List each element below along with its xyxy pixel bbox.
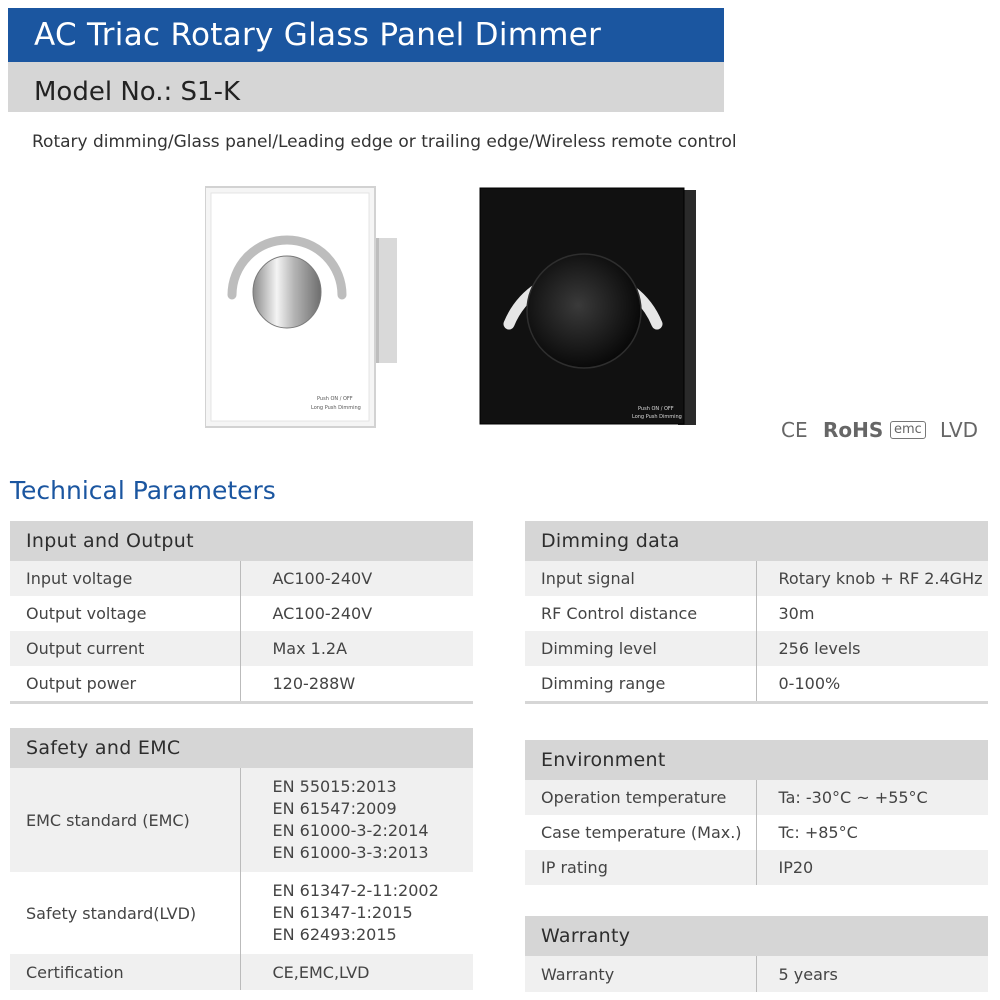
param-label: Dimming level [525, 631, 756, 666]
param-value: Max 1.2A [240, 631, 473, 666]
emc-standard-item: EN 61000-3-2:2014 [272, 821, 429, 840]
section-header: Safety and EMC [10, 728, 473, 768]
white-panel-image [205, 183, 405, 433]
safety-emc-section [10, 728, 473, 990]
param-label: Safety standard(LVD) [10, 872, 240, 954]
table-row [10, 561, 473, 596]
param-value: Tc: +85°C [756, 815, 988, 850]
white-panel-label-1: Push ON / OFF [317, 396, 353, 402]
table-row [525, 631, 988, 666]
environment-section [525, 740, 988, 885]
table-row [10, 872, 473, 954]
warranty-section [525, 916, 988, 992]
param-label: EMC standard (EMC) [10, 768, 240, 872]
lvd-standard-item: EN 61347-2-11:2002 [272, 881, 439, 900]
model-number: Model No.: S1-K [8, 62, 724, 112]
param-value: CE,EMC,LVD [240, 954, 473, 990]
table-row [10, 768, 473, 872]
param-label: Output power [10, 666, 240, 701]
input-output-section [10, 521, 473, 704]
black-panel-image [478, 186, 703, 431]
param-value [240, 768, 473, 872]
param-label: Case temperature (Max.) [525, 815, 756, 850]
lvd-mark-icon: LVD [940, 418, 979, 442]
table-row [10, 666, 473, 701]
section-header: Dimming data [525, 521, 988, 561]
param-label: Certification [10, 954, 240, 990]
param-label: Dimming range [525, 666, 756, 701]
table-row [525, 780, 988, 815]
section-header: Input and Output [10, 521, 473, 561]
param-value: Rotary knob + RF 2.4GHz [756, 561, 988, 596]
param-value: 30m [756, 596, 988, 631]
black-panel-label-2: Long Push Dimming [632, 414, 682, 420]
param-label: Input voltage [10, 561, 240, 596]
dimming-data-section [525, 521, 988, 704]
black-panel-label-1: Push ON / OFF [638, 406, 674, 412]
product-title: AC Triac Rotary Glass Panel Dimmer [8, 8, 724, 62]
param-value: 256 levels [756, 631, 988, 666]
table-row [525, 561, 988, 596]
param-value [240, 872, 473, 954]
lvd-standard-item: EN 62493:2015 [272, 925, 397, 944]
param-label: Input signal [525, 561, 756, 596]
table-row [525, 666, 988, 701]
table-row [10, 631, 473, 666]
rohs-mark-icon: RoHS [823, 418, 884, 442]
emc-standard-item: EN 61547:2009 [272, 799, 397, 818]
table-row [10, 954, 473, 990]
table-row [525, 850, 988, 885]
white-panel-label-2: Long Push Dimming [311, 405, 361, 411]
param-value: AC100-240V [240, 596, 473, 631]
param-label: Operation temperature [525, 780, 756, 815]
lvd-standard-item: EN 61347-1:2015 [272, 903, 413, 922]
section-divider [525, 701, 988, 704]
table-row [10, 596, 473, 631]
feature-list: Rotary dimming/Glass panel/Leading edge or trailing edge/Wireless remote control [32, 132, 737, 152]
param-label: IP rating [525, 850, 756, 885]
emc-standard-item: EN 55015:2013 [272, 777, 397, 796]
param-value: 120-288W [240, 666, 473, 701]
param-label: Output voltage [10, 596, 240, 631]
section-divider [10, 701, 473, 704]
param-value: 5 years [756, 956, 988, 992]
ce-mark-icon: CE [781, 418, 808, 442]
param-value: Ta: -30°C ~ +55°C [756, 780, 988, 815]
param-value: AC100-240V [240, 561, 473, 596]
table-row [525, 956, 988, 992]
emc-standard-item: EN 61000-3-3:2013 [272, 843, 429, 862]
table-row [525, 596, 988, 631]
param-label: RF Control distance [525, 596, 756, 631]
table-row [525, 815, 988, 850]
emc-mark-icon: emc [890, 421, 926, 439]
section-header: Environment [525, 740, 988, 780]
param-label: Warranty [525, 956, 756, 992]
param-label: Output current [10, 631, 240, 666]
section-header: Warranty [525, 916, 988, 956]
param-value: IP20 [756, 850, 988, 885]
technical-parameters-heading: Technical Parameters [10, 476, 276, 505]
param-value: 0-100% [756, 666, 988, 701]
